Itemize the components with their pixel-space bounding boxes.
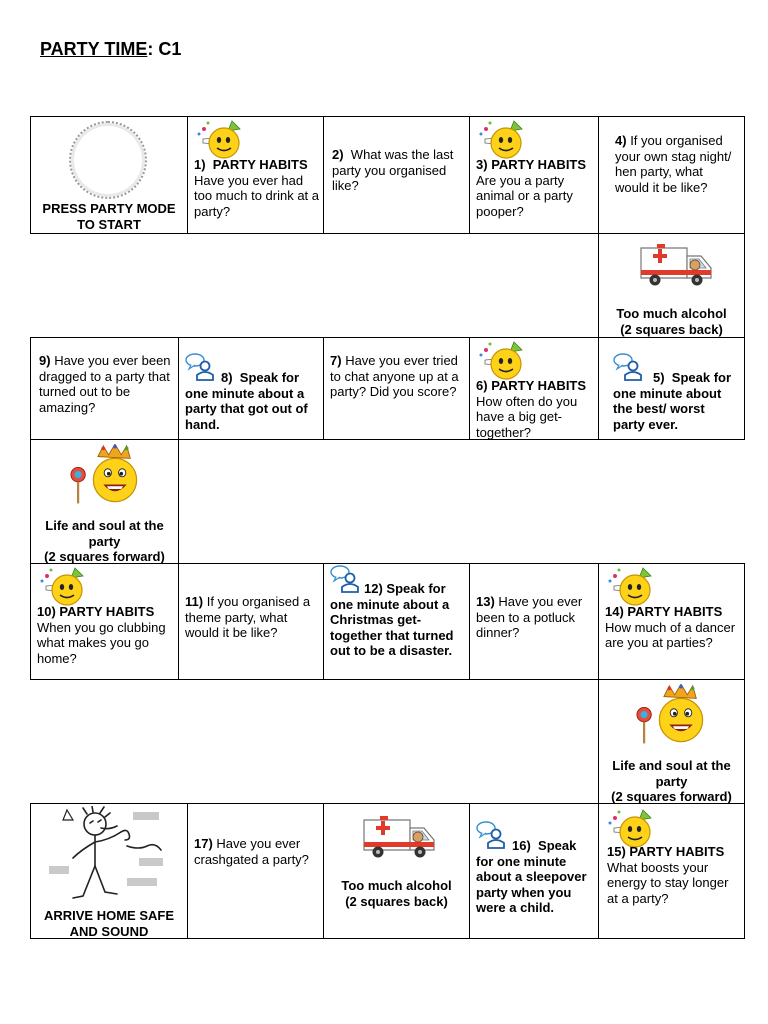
square-heading: PARTY HABITS <box>627 604 723 619</box>
square-11 <box>178 563 324 680</box>
square-question: Are you a party animal or a party pooper? <box>476 172 573 219</box>
penalty-square <box>598 233 745 338</box>
start-button-icon <box>69 121 147 199</box>
penalty-line1: Too much alcohol <box>341 878 452 893</box>
square-question: If you organised your own stag night/ hen party, what would it be like? <box>615 133 732 195</box>
square-number: 7) <box>330 353 342 368</box>
penalty-square <box>323 803 470 939</box>
square-16 <box>469 803 599 939</box>
square-3 <box>469 116 599 234</box>
square-2 <box>323 116 470 234</box>
square-question: Have you ever had too much to drink at a party? <box>194 172 320 219</box>
finish-label: ARRIVE HOME SAFE AND SOUND <box>43 908 174 939</box>
finish-square <box>30 803 188 939</box>
square-5 <box>598 337 745 440</box>
penalty-line1: Too much alcohol <box>616 306 727 321</box>
square-9 <box>30 337 179 440</box>
start-square <box>30 116 188 234</box>
square-7 <box>323 337 470 440</box>
square-number: 12) <box>364 581 383 596</box>
square-number: 6) <box>476 378 488 393</box>
square-number: 13) <box>476 594 495 609</box>
penalty-line2: (2 squares back) <box>620 321 723 337</box>
square-number: 17) <box>194 836 213 851</box>
square-number: 9) <box>39 353 51 368</box>
title-level: : C1 <box>147 39 182 59</box>
bonus-line1: Life and soul at the party <box>612 758 731 789</box>
square-heading: PARTY HABITS <box>491 157 587 172</box>
king-smiley-icon <box>61 444 151 516</box>
bonus-square <box>30 439 179 564</box>
title-main: PARTY TIME <box>40 39 148 59</box>
start-label: PRESS PARTY MODE TO START <box>42 201 176 232</box>
square-number: 5) <box>653 370 665 385</box>
square-question: What boosts your energy to stay longer at a party? <box>607 859 729 906</box>
square-question: What was the last party you organised like? <box>332 147 454 193</box>
bonus-line2: (2 squares forward) <box>44 549 165 564</box>
square-number: 14) <box>605 604 624 619</box>
square-question: Have you ever crashgated a party? <box>194 836 309 867</box>
square-question: How much of a dancer are you at parties? <box>605 619 736 650</box>
square-heading: PARTY HABITS <box>212 157 308 172</box>
square-question: Have you ever been to a potluck dinner? <box>476 594 583 640</box>
square-10 <box>30 563 179 680</box>
square-number: 3) <box>476 157 488 172</box>
square-heading: PARTY HABITS <box>629 844 725 859</box>
square-question: Speak for one minute about a Christmas get-together that turned out to be a disaster. <box>330 581 454 658</box>
bonus-line1: Life and soul at the party <box>45 518 164 549</box>
penalty-line2: (2 squares back) <box>345 893 448 909</box>
square-number: 11) <box>185 594 204 609</box>
square-6 <box>469 337 599 440</box>
square-question: Have you ever been dragged to a party that turned out to be amazing? <box>39 353 171 415</box>
square-14 <box>598 563 745 680</box>
drunk-man-icon <box>43 806 173 906</box>
ambulance-icon <box>637 234 717 290</box>
square-17 <box>187 803 324 939</box>
party-smiley-icon <box>37 564 89 608</box>
king-smiley-icon <box>627 684 717 756</box>
square-heading: PARTY HABITS <box>59 604 155 619</box>
square-number: 4) <box>615 133 627 148</box>
square-12 <box>323 563 470 680</box>
square-number: 16) <box>512 838 531 853</box>
square-question: Speak for one minute about the best/ worst party ever. <box>613 370 732 432</box>
party-smiley-icon <box>476 338 528 382</box>
square-question: Speak for one minute about a party that got out of hand. <box>185 370 308 432</box>
bonus-line2: (2 squares forward) <box>611 789 732 804</box>
square-question: If you organised a theme party, what would it be like? <box>185 594 311 640</box>
square-15 <box>598 803 745 939</box>
square-number: 8) <box>221 370 233 385</box>
square-heading: PARTY HABITS <box>491 378 587 393</box>
square-1 <box>187 116 324 234</box>
square-question: When you go clubbing what makes you go home? <box>37 619 166 666</box>
square-13 <box>469 563 599 680</box>
party-smiley-icon <box>194 117 246 161</box>
square-number: 15) <box>607 844 626 859</box>
square-question: Speak for one minute about a sleepover party when you were a child. <box>476 838 587 915</box>
party-smiley-icon <box>605 564 657 608</box>
square-number: 10) <box>37 604 56 619</box>
square-4 <box>598 116 745 234</box>
page-title <box>40 38 181 60</box>
ambulance-icon <box>360 806 440 862</box>
square-number: 1) <box>194 157 206 172</box>
square-number: 2) <box>332 147 344 162</box>
bonus-square <box>598 679 745 804</box>
square-question: Have you ever tried to chat anyone up at a party? Did you score? <box>330 353 459 399</box>
square-question: How often do you have a big get-together? <box>476 393 578 440</box>
party-smiley-icon <box>476 117 528 161</box>
square-8 <box>178 337 324 440</box>
